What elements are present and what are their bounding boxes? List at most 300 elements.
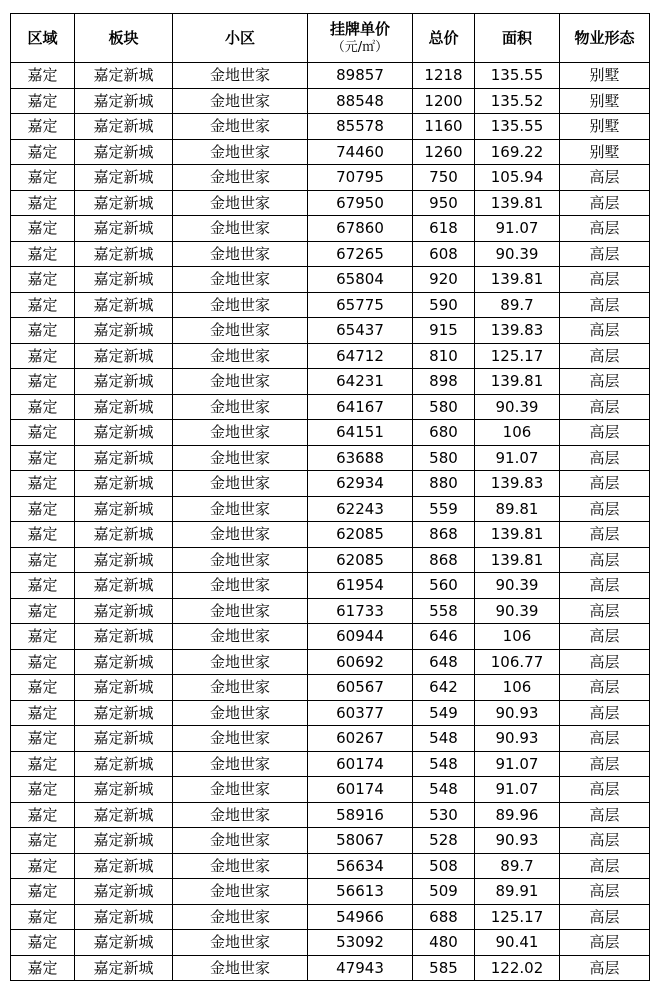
cell-area: 122.02 — [475, 955, 560, 981]
cell-community: 金地世家 — [173, 904, 308, 930]
table-row — [11, 904, 650, 930]
cell-sector: 嘉定新城 — [75, 777, 173, 803]
cell-district: 嘉定 — [11, 420, 75, 446]
table-row — [11, 445, 650, 471]
cell-total-price: 585 — [413, 955, 475, 981]
cell-community: 金地世家 — [173, 828, 308, 854]
cell-sector: 嘉定新城 — [75, 547, 173, 573]
cell-unit-price: 67860 — [308, 216, 413, 242]
table-row — [11, 828, 650, 854]
cell-total-price: 810 — [413, 343, 475, 369]
cell-area: 169.22 — [475, 139, 560, 165]
cell-property-type: 高层 — [560, 751, 650, 777]
table-row — [11, 726, 650, 752]
cell-area: 139.81 — [475, 190, 560, 216]
cell-total-price: 548 — [413, 751, 475, 777]
cell-unit-price: 67950 — [308, 190, 413, 216]
cell-unit-price: 60692 — [308, 649, 413, 675]
cell-unit-price: 60174 — [308, 751, 413, 777]
cell-district: 嘉定 — [11, 267, 75, 293]
cell-district: 嘉定 — [11, 726, 75, 752]
cell-area: 106 — [475, 624, 560, 650]
cell-area: 89.7 — [475, 853, 560, 879]
cell-area: 139.81 — [475, 369, 560, 395]
cell-unit-price: 60377 — [308, 700, 413, 726]
cell-district: 嘉定 — [11, 369, 75, 395]
cell-area: 139.83 — [475, 318, 560, 344]
cell-community: 金地世家 — [173, 522, 308, 548]
cell-area: 91.07 — [475, 777, 560, 803]
cell-community: 金地世家 — [173, 63, 308, 89]
cell-unit-price: 61733 — [308, 598, 413, 624]
cell-community: 金地世家 — [173, 165, 308, 191]
table-row — [11, 292, 650, 318]
cell-total-price: 1160 — [413, 114, 475, 140]
cell-sector: 嘉定新城 — [75, 292, 173, 318]
table-row — [11, 114, 650, 140]
cell-total-price: 549 — [413, 700, 475, 726]
cell-unit-price: 62085 — [308, 522, 413, 548]
cell-sector: 嘉定新城 — [75, 88, 173, 114]
cell-area: 90.93 — [475, 828, 560, 854]
cell-community: 金地世家 — [173, 777, 308, 803]
table-row — [11, 802, 650, 828]
cell-district: 嘉定 — [11, 114, 75, 140]
cell-sector: 嘉定新城 — [75, 420, 173, 446]
cell-district: 嘉定 — [11, 63, 75, 89]
cell-sector: 嘉定新城 — [75, 726, 173, 752]
cell-community: 金地世家 — [173, 318, 308, 344]
cell-area: 89.81 — [475, 496, 560, 522]
cell-community: 金地世家 — [173, 190, 308, 216]
header-unit-price-label: 挂牌单价 — [329, 19, 390, 38]
cell-unit-price: 58916 — [308, 802, 413, 828]
cell-total-price: 642 — [413, 675, 475, 701]
cell-district: 嘉定 — [11, 165, 75, 191]
cell-unit-price: 60944 — [308, 624, 413, 650]
cell-community: 金地世家 — [173, 292, 308, 318]
cell-area: 106 — [475, 675, 560, 701]
cell-community: 金地世家 — [173, 88, 308, 114]
cell-property-type: 高层 — [560, 675, 650, 701]
table-row — [11, 496, 650, 522]
header-property-type: 物业形态 — [560, 14, 650, 63]
table-row — [11, 547, 650, 573]
cell-total-price: 580 — [413, 445, 475, 471]
cell-area: 91.07 — [475, 445, 560, 471]
cell-property-type: 高层 — [560, 573, 650, 599]
cell-sector: 嘉定新城 — [75, 445, 173, 471]
header-total-price: 总价 — [413, 14, 475, 63]
cell-district: 嘉定 — [11, 318, 75, 344]
cell-unit-price: 61954 — [308, 573, 413, 599]
cell-district: 嘉定 — [11, 88, 75, 114]
table-row — [11, 700, 650, 726]
cell-district: 嘉定 — [11, 649, 75, 675]
cell-district: 嘉定 — [11, 700, 75, 726]
cell-unit-price: 85578 — [308, 114, 413, 140]
cell-sector: 嘉定新城 — [75, 267, 173, 293]
cell-area: 135.55 — [475, 63, 560, 89]
table-row — [11, 394, 650, 420]
cell-district: 嘉定 — [11, 624, 75, 650]
cell-unit-price: 67265 — [308, 241, 413, 267]
cell-property-type: 高层 — [560, 292, 650, 318]
cell-sector: 嘉定新城 — [75, 522, 173, 548]
cell-district: 嘉定 — [11, 955, 75, 981]
cell-community: 金地世家 — [173, 471, 308, 497]
cell-area: 125.17 — [475, 343, 560, 369]
cell-unit-price: 56613 — [308, 879, 413, 905]
cell-unit-price: 74460 — [308, 139, 413, 165]
cell-property-type: 高层 — [560, 496, 650, 522]
cell-sector: 嘉定新城 — [75, 700, 173, 726]
cell-district: 嘉定 — [11, 930, 75, 956]
cell-property-type: 高层 — [560, 726, 650, 752]
cell-total-price: 680 — [413, 420, 475, 446]
cell-district: 嘉定 — [11, 471, 75, 497]
cell-district: 嘉定 — [11, 292, 75, 318]
cell-community: 金地世家 — [173, 955, 308, 981]
cell-unit-price: 88548 — [308, 88, 413, 114]
cell-total-price: 750 — [413, 165, 475, 191]
cell-property-type: 高层 — [560, 318, 650, 344]
table-body — [11, 63, 650, 981]
table-row — [11, 165, 650, 191]
cell-sector: 嘉定新城 — [75, 624, 173, 650]
cell-property-type: 别墅 — [560, 88, 650, 114]
table-row — [11, 853, 650, 879]
cell-district: 嘉定 — [11, 573, 75, 599]
cell-property-type: 别墅 — [560, 114, 650, 140]
table-row — [11, 369, 650, 395]
cell-total-price: 950 — [413, 190, 475, 216]
cell-district: 嘉定 — [11, 139, 75, 165]
cell-property-type: 高层 — [560, 547, 650, 573]
cell-unit-price: 47943 — [308, 955, 413, 981]
cell-total-price: 548 — [413, 726, 475, 752]
cell-sector: 嘉定新城 — [75, 573, 173, 599]
cell-area: 90.39 — [475, 241, 560, 267]
table-row — [11, 343, 650, 369]
cell-area: 89.7 — [475, 292, 560, 318]
cell-area: 90.41 — [475, 930, 560, 956]
cell-sector: 嘉定新城 — [75, 598, 173, 624]
cell-property-type: 高层 — [560, 165, 650, 191]
cell-property-type: 高层 — [560, 216, 650, 242]
table-row — [11, 598, 650, 624]
cell-area: 90.39 — [475, 598, 560, 624]
cell-district: 嘉定 — [11, 522, 75, 548]
cell-district: 嘉定 — [11, 853, 75, 879]
cell-total-price: 898 — [413, 369, 475, 395]
table-row — [11, 267, 650, 293]
table-row — [11, 190, 650, 216]
cell-district: 嘉定 — [11, 675, 75, 701]
cell-total-price: 580 — [413, 394, 475, 420]
table-row — [11, 879, 650, 905]
cell-unit-price: 60174 — [308, 777, 413, 803]
cell-area: 139.83 — [475, 471, 560, 497]
cell-unit-price: 63688 — [308, 445, 413, 471]
cell-unit-price: 56634 — [308, 853, 413, 879]
cell-total-price: 558 — [413, 598, 475, 624]
cell-community: 金地世家 — [173, 267, 308, 293]
cell-unit-price: 58067 — [308, 828, 413, 854]
cell-community: 金地世家 — [173, 445, 308, 471]
cell-area: 139.81 — [475, 267, 560, 293]
cell-district: 嘉定 — [11, 216, 75, 242]
cell-community: 金地世家 — [173, 394, 308, 420]
cell-total-price: 590 — [413, 292, 475, 318]
table-row — [11, 216, 650, 242]
cell-total-price: 528 — [413, 828, 475, 854]
cell-total-price: 618 — [413, 216, 475, 242]
cell-area: 91.07 — [475, 216, 560, 242]
cell-property-type: 高层 — [560, 471, 650, 497]
cell-district: 嘉定 — [11, 190, 75, 216]
cell-unit-price: 62243 — [308, 496, 413, 522]
cell-community: 金地世家 — [173, 139, 308, 165]
cell-district: 嘉定 — [11, 547, 75, 573]
cell-area: 135.52 — [475, 88, 560, 114]
table-row — [11, 471, 650, 497]
cell-total-price: 548 — [413, 777, 475, 803]
cell-sector: 嘉定新城 — [75, 63, 173, 89]
cell-unit-price: 70795 — [308, 165, 413, 191]
header-district: 区域 — [11, 14, 75, 63]
cell-total-price: 915 — [413, 318, 475, 344]
listing-table — [10, 13, 650, 981]
cell-sector: 嘉定新城 — [75, 879, 173, 905]
cell-area: 125.17 — [475, 904, 560, 930]
cell-unit-price: 64712 — [308, 343, 413, 369]
table-row — [11, 420, 650, 446]
cell-sector: 嘉定新城 — [75, 471, 173, 497]
cell-area: 106 — [475, 420, 560, 446]
table-row — [11, 675, 650, 701]
cell-unit-price: 64231 — [308, 369, 413, 395]
cell-property-type: 高层 — [560, 649, 650, 675]
cell-community: 金地世家 — [173, 930, 308, 956]
cell-sector: 嘉定新城 — [75, 496, 173, 522]
cell-area: 135.55 — [475, 114, 560, 140]
cell-total-price: 920 — [413, 267, 475, 293]
cell-community: 金地世家 — [173, 114, 308, 140]
cell-unit-price: 64167 — [308, 394, 413, 420]
cell-area: 90.93 — [475, 700, 560, 726]
header-community: 小区 — [173, 14, 308, 63]
table-header — [11, 14, 650, 63]
cell-community: 金地世家 — [173, 216, 308, 242]
cell-area: 90.39 — [475, 573, 560, 599]
listing-table-container — [10, 13, 649, 981]
cell-sector: 嘉定新城 — [75, 139, 173, 165]
table-row — [11, 88, 650, 114]
cell-sector: 嘉定新城 — [75, 802, 173, 828]
cell-sector: 嘉定新城 — [75, 241, 173, 267]
table-row — [11, 139, 650, 165]
cell-total-price: 688 — [413, 904, 475, 930]
cell-district: 嘉定 — [11, 496, 75, 522]
cell-property-type: 高层 — [560, 522, 650, 548]
cell-total-price: 480 — [413, 930, 475, 956]
cell-area: 139.81 — [475, 547, 560, 573]
cell-community: 金地世家 — [173, 879, 308, 905]
cell-area: 139.81 — [475, 522, 560, 548]
cell-property-type: 高层 — [560, 445, 650, 471]
cell-sector: 嘉定新城 — [75, 853, 173, 879]
table-row — [11, 751, 650, 777]
cell-total-price: 560 — [413, 573, 475, 599]
cell-district: 嘉定 — [11, 445, 75, 471]
cell-total-price: 868 — [413, 547, 475, 573]
cell-district: 嘉定 — [11, 777, 75, 803]
cell-property-type: 高层 — [560, 700, 650, 726]
cell-community: 金地世家 — [173, 369, 308, 395]
cell-district: 嘉定 — [11, 904, 75, 930]
header-unit-price-unit: （元/㎡） — [331, 39, 389, 55]
cell-unit-price: 62934 — [308, 471, 413, 497]
header-sector: 板块 — [75, 14, 173, 63]
table-row — [11, 930, 650, 956]
cell-total-price: 1260 — [413, 139, 475, 165]
cell-total-price: 509 — [413, 879, 475, 905]
cell-community: 金地世家 — [173, 496, 308, 522]
cell-community: 金地世家 — [173, 241, 308, 267]
cell-district: 嘉定 — [11, 828, 75, 854]
cell-property-type: 高层 — [560, 394, 650, 420]
cell-total-price: 1218 — [413, 63, 475, 89]
cell-unit-price: 60267 — [308, 726, 413, 752]
cell-community: 金地世家 — [173, 675, 308, 701]
cell-unit-price: 65775 — [308, 292, 413, 318]
cell-area: 89.96 — [475, 802, 560, 828]
cell-property-type: 高层 — [560, 190, 650, 216]
cell-area: 90.93 — [475, 726, 560, 752]
cell-sector: 嘉定新城 — [75, 930, 173, 956]
cell-community: 金地世家 — [173, 624, 308, 650]
cell-community: 金地世家 — [173, 649, 308, 675]
cell-unit-price: 60567 — [308, 675, 413, 701]
cell-unit-price: 65804 — [308, 267, 413, 293]
cell-property-type: 高层 — [560, 930, 650, 956]
cell-property-type: 高层 — [560, 369, 650, 395]
cell-district: 嘉定 — [11, 879, 75, 905]
cell-property-type: 高层 — [560, 420, 650, 446]
cell-property-type: 别墅 — [560, 139, 650, 165]
cell-community: 金地世家 — [173, 853, 308, 879]
cell-district: 嘉定 — [11, 394, 75, 420]
cell-property-type: 高层 — [560, 828, 650, 854]
cell-property-type: 高层 — [560, 267, 650, 293]
cell-unit-price: 62085 — [308, 547, 413, 573]
cell-sector: 嘉定新城 — [75, 955, 173, 981]
cell-community: 金地世家 — [173, 700, 308, 726]
cell-sector: 嘉定新城 — [75, 165, 173, 191]
header-unit-price — [308, 14, 413, 63]
cell-property-type: 高层 — [560, 879, 650, 905]
cell-community: 金地世家 — [173, 802, 308, 828]
cell-property-type: 高层 — [560, 853, 650, 879]
cell-unit-price: 64151 — [308, 420, 413, 446]
table-row — [11, 573, 650, 599]
cell-total-price: 1200 — [413, 88, 475, 114]
table-row — [11, 777, 650, 803]
cell-property-type: 高层 — [560, 624, 650, 650]
cell-unit-price: 54966 — [308, 904, 413, 930]
cell-community: 金地世家 — [173, 547, 308, 573]
table-row — [11, 955, 650, 981]
cell-district: 嘉定 — [11, 343, 75, 369]
cell-total-price: 868 — [413, 522, 475, 548]
table-row — [11, 63, 650, 89]
cell-sector: 嘉定新城 — [75, 649, 173, 675]
cell-unit-price: 89857 — [308, 63, 413, 89]
table-row — [11, 241, 650, 267]
cell-property-type: 高层 — [560, 777, 650, 803]
table-row — [11, 624, 650, 650]
cell-sector: 嘉定新城 — [75, 751, 173, 777]
cell-district: 嘉定 — [11, 802, 75, 828]
cell-sector: 嘉定新城 — [75, 114, 173, 140]
cell-community: 金地世家 — [173, 343, 308, 369]
cell-total-price: 646 — [413, 624, 475, 650]
cell-sector: 嘉定新城 — [75, 828, 173, 854]
cell-community: 金地世家 — [173, 420, 308, 446]
cell-community: 金地世家 — [173, 726, 308, 752]
cell-unit-price: 65437 — [308, 318, 413, 344]
cell-sector: 嘉定新城 — [75, 318, 173, 344]
cell-property-type: 高层 — [560, 955, 650, 981]
cell-total-price: 608 — [413, 241, 475, 267]
cell-total-price: 530 — [413, 802, 475, 828]
cell-community: 金地世家 — [173, 598, 308, 624]
cell-total-price: 648 — [413, 649, 475, 675]
cell-area: 89.91 — [475, 879, 560, 905]
cell-sector: 嘉定新城 — [75, 904, 173, 930]
cell-sector: 嘉定新城 — [75, 394, 173, 420]
cell-area: 105.94 — [475, 165, 560, 191]
cell-area: 91.07 — [475, 751, 560, 777]
cell-property-type: 高层 — [560, 802, 650, 828]
cell-total-price: 508 — [413, 853, 475, 879]
cell-property-type: 高层 — [560, 343, 650, 369]
table-row — [11, 318, 650, 344]
table-row — [11, 649, 650, 675]
header-area: 面积 — [475, 14, 560, 63]
cell-property-type: 高层 — [560, 241, 650, 267]
cell-district: 嘉定 — [11, 598, 75, 624]
cell-property-type: 高层 — [560, 904, 650, 930]
cell-sector: 嘉定新城 — [75, 675, 173, 701]
cell-area: 106.77 — [475, 649, 560, 675]
cell-property-type: 高层 — [560, 598, 650, 624]
table-row — [11, 522, 650, 548]
cell-district: 嘉定 — [11, 241, 75, 267]
cell-area: 90.39 — [475, 394, 560, 420]
cell-unit-price: 53092 — [308, 930, 413, 956]
header-row — [11, 14, 650, 63]
cell-total-price: 559 — [413, 496, 475, 522]
cell-property-type: 别墅 — [560, 63, 650, 89]
cell-total-price: 880 — [413, 471, 475, 497]
cell-community: 金地世家 — [173, 573, 308, 599]
cell-sector: 嘉定新城 — [75, 343, 173, 369]
cell-sector: 嘉定新城 — [75, 369, 173, 395]
cell-sector: 嘉定新城 — [75, 190, 173, 216]
cell-district: 嘉定 — [11, 751, 75, 777]
